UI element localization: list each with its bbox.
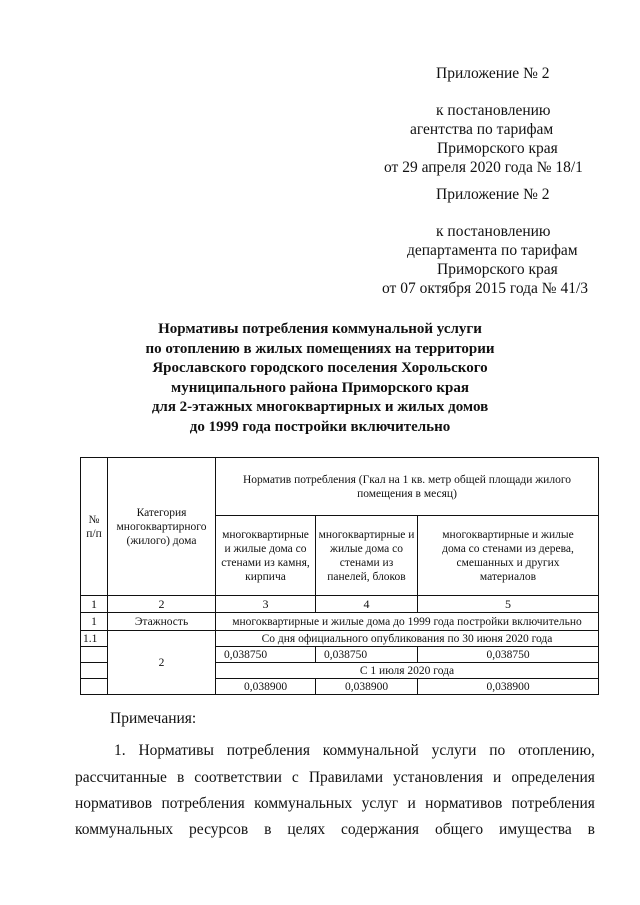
period-label: Со дня официального опубликования по 30 июня 2020 года: [216, 631, 599, 647]
word: коммунальных: [75, 821, 174, 838]
word: нормативов: [425, 795, 503, 812]
word: рассчитанные: [75, 769, 167, 786]
word: услуг: [361, 795, 399, 812]
word: целях: [287, 821, 326, 838]
table-cell: [81, 647, 108, 663]
word: Правилами: [308, 769, 383, 786]
word: коммунальной: [322, 742, 419, 759]
table-header-row: [81, 458, 599, 516]
sub-header-panel: многоквартирные и жилые дома со стенами из панелей, блоков: [316, 516, 418, 596]
title-line: Нормативы потребления коммунальной услуги: [158, 321, 482, 337]
col-norm-header: Норматив потребления (Гкал на 1 кв. метр общей площади жилого помещения в месяц): [216, 458, 599, 516]
header-line: Приморского края: [437, 140, 558, 157]
header-line: от 07 октября 2015 года № 41/3: [382, 280, 588, 297]
value-cell: 0,038750: [216, 647, 316, 663]
title-line: по отоплению в жилых помещениях на территории: [145, 340, 495, 357]
value-cell: 0,038900: [216, 679, 316, 695]
word: с: [291, 769, 299, 786]
word: в: [587, 821, 595, 838]
word: потребления: [511, 795, 595, 812]
table-cell: 5: [418, 596, 599, 613]
header-line: департамента по тарифам: [407, 242, 578, 259]
word: потребления: [226, 742, 310, 759]
value-cell: 0,038900: [316, 679, 418, 695]
header-line: агентства по тарифам: [410, 121, 554, 138]
word: содержания: [341, 821, 420, 838]
period-label: С 1 июля 2020 года: [216, 663, 599, 679]
notes-line-1: [114, 742, 595, 760]
word: определения: [511, 769, 595, 786]
notes-line-4: [75, 821, 595, 839]
word: по: [489, 742, 506, 759]
row-description: многоквартирные и жилые дома до 1999 года постройки включительно: [216, 613, 599, 631]
word: отоплению,: [518, 742, 595, 759]
value-cell: 0,038750: [418, 647, 599, 663]
header-line: к постановлению: [436, 102, 551, 119]
table-row: [81, 613, 599, 631]
row-category: Этажность: [108, 613, 216, 631]
notes-line-2: [75, 769, 595, 787]
row-num: 1.1: [81, 631, 108, 647]
table-cell: 2: [108, 596, 216, 613]
value-cell: 0,038900: [418, 679, 599, 695]
sub-header-wood: многоквартирные и жилые дома со стенами из дерева, смешанных и других материалов: [418, 516, 599, 596]
table-cell: 4: [316, 596, 418, 613]
word: Нормативы: [138, 742, 214, 759]
notes-line-3: [75, 795, 595, 813]
header-line: от 29 апреля 2020 года № 18/1: [384, 159, 583, 176]
norms-table: [80, 457, 599, 695]
appendix-label: Приложение № 2: [436, 65, 550, 82]
header-line: к постановлению: [436, 223, 551, 240]
word: имущества: [499, 821, 572, 838]
sub-header-brick: многоквартирные и жилые дома со стенами из камня, кирпича: [216, 516, 316, 596]
value-cell: 0,038750: [316, 647, 418, 663]
table-cell: 1: [81, 596, 108, 613]
title-line: муниципального района Приморского края: [170, 379, 470, 396]
table-cell: [81, 679, 108, 695]
word: в: [176, 769, 185, 786]
title-line: до 1999 года постройки включительно: [189, 418, 451, 435]
word: общего: [434, 821, 484, 838]
table-row: [81, 631, 599, 647]
word: в: [264, 821, 272, 838]
word: услуги: [431, 742, 477, 759]
column-numbers-row: [81, 596, 599, 613]
header-line: Приморского края: [437, 261, 558, 278]
word: соответствии: [194, 769, 282, 786]
word: и: [493, 769, 502, 786]
word: и: [407, 795, 416, 812]
word: коммунальных: [254, 795, 353, 812]
title-line: для 2-этажных многоквартирных и жилых домов: [151, 399, 489, 415]
word: потребления: [161, 795, 245, 812]
document-title: [0, 320, 640, 437]
appendix-label: Приложение № 2: [436, 186, 550, 203]
table-cell: 3: [216, 596, 316, 613]
title-line: Ярославского городского поселения Хорольского: [152, 360, 488, 376]
table-cell: [81, 663, 108, 679]
word: ресурсов: [189, 821, 249, 838]
col-category-header: Категория многоквартирного (жилого) дома: [108, 458, 216, 596]
row-category: 2: [108, 631, 216, 695]
notes-heading: Примечания:: [110, 710, 197, 727]
word: 1.: [114, 742, 126, 759]
word: нормативов: [75, 795, 153, 812]
word: установления: [393, 769, 483, 786]
row-num: 1: [81, 613, 108, 631]
col-num-header: № п/п: [81, 458, 108, 596]
